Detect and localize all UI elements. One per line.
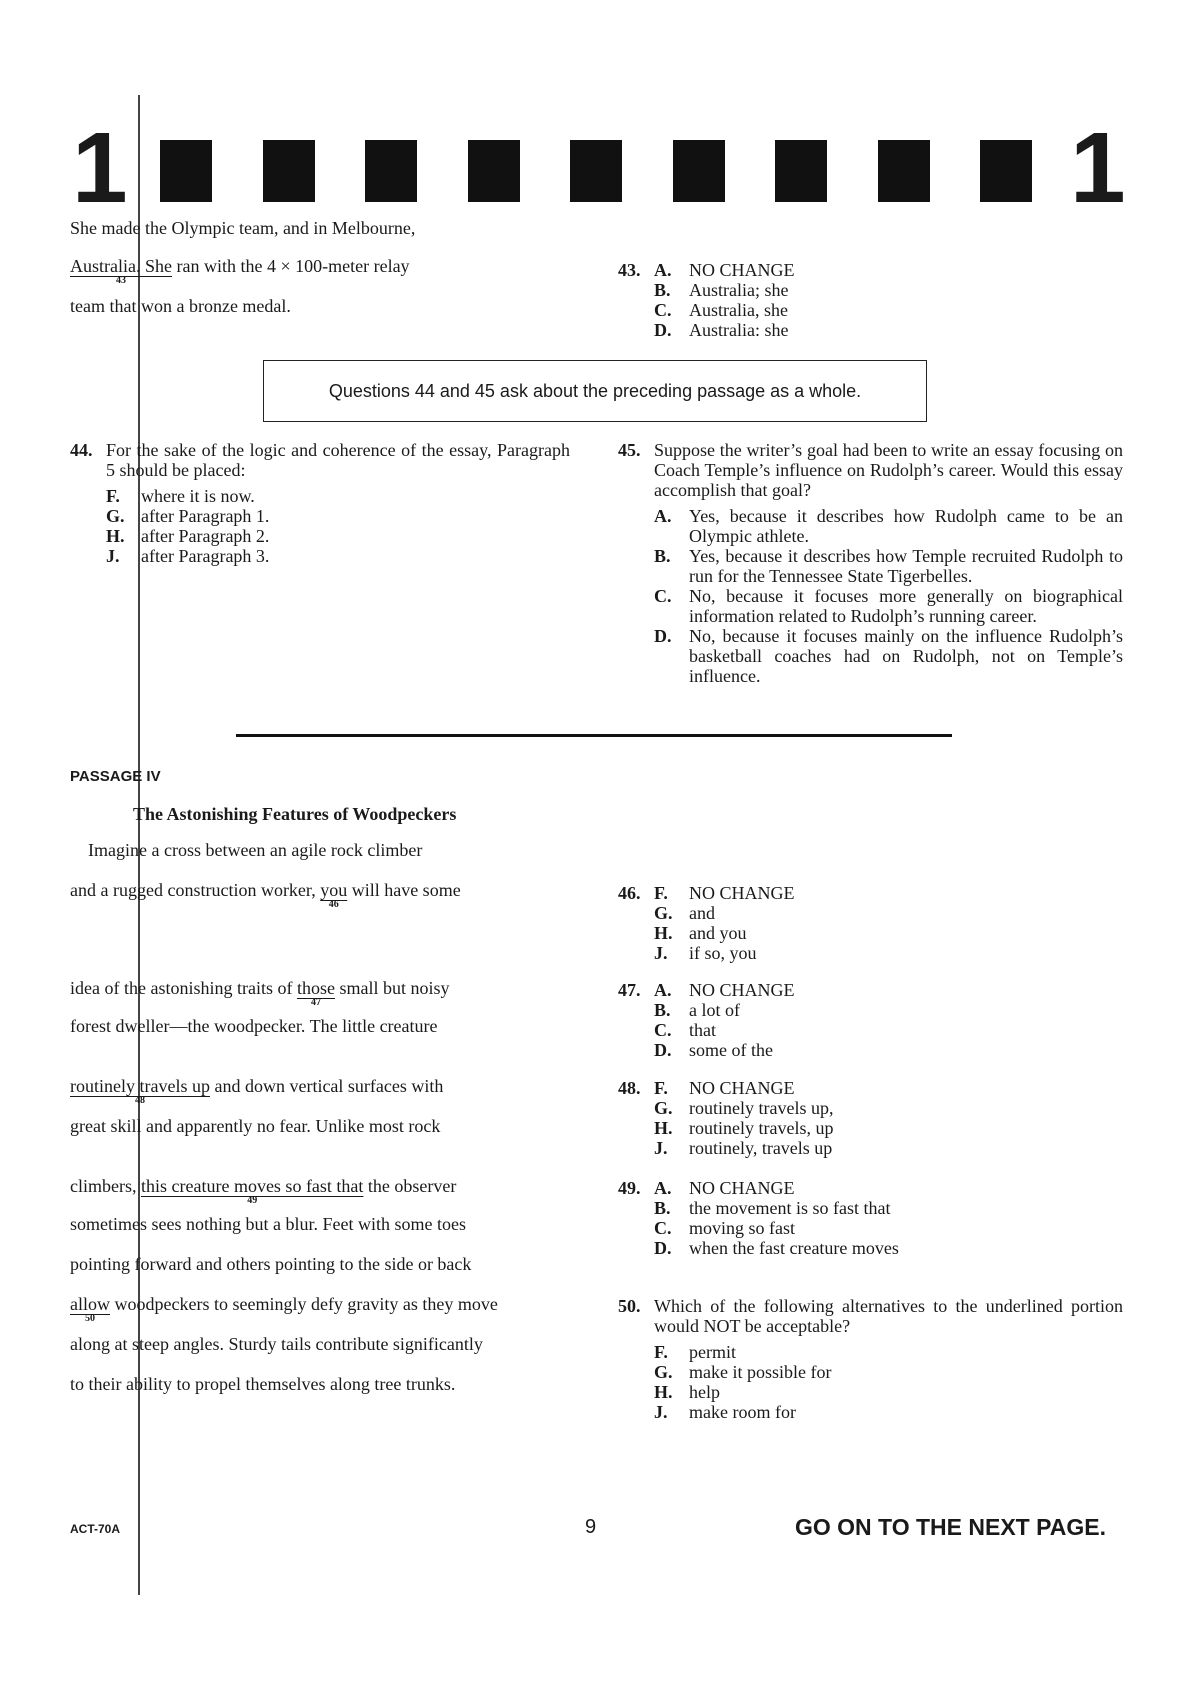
- instruction-box: [263, 360, 927, 422]
- passage-line: [70, 978, 450, 1008]
- option-text: NO CHANGE: [689, 980, 795, 1000]
- question-48: [618, 1078, 1123, 1158]
- answer-option[interactable]: [654, 586, 1123, 626]
- underlined-portion: Australia. She 43: [70, 256, 172, 286]
- option-text: make it possible for: [689, 1362, 832, 1382]
- option-letter: H.: [106, 526, 125, 546]
- passage-line: [70, 1176, 457, 1206]
- question-ref-number: 43: [115, 275, 126, 286]
- line-text: sometimes sees nothing but a blur. Feet with some toes: [70, 1214, 466, 1234]
- answer-option[interactable]: [654, 1000, 1123, 1020]
- passage-line: [70, 1334, 483, 1355]
- passage-line: [70, 218, 415, 239]
- question-number: 50.: [618, 1296, 641, 1316]
- passage-line: [70, 1116, 440, 1137]
- line-text: forest dweller—the woodpecker. The little creature: [70, 1016, 438, 1036]
- option-text: No, because it focuses mainly on the influence Rudolph’s basketball coaches had on Rudolph, not on Temple’s influence.: [689, 626, 1123, 686]
- line-text: ran with the 4 × 100-meter relay: [171, 256, 410, 276]
- answer-option[interactable]: [654, 1218, 1123, 1238]
- answer-option[interactable]: [106, 546, 570, 566]
- question-number: 43.: [618, 260, 641, 280]
- option-letter: F.: [654, 1078, 668, 1098]
- option-letter: C.: [654, 586, 672, 606]
- question-number: 45.: [618, 440, 641, 460]
- option-text: routinely travels, up: [689, 1118, 834, 1138]
- option-letter: G.: [654, 1098, 673, 1118]
- passage-label: PASSAGE IV: [70, 768, 161, 785]
- option-letter: A.: [654, 506, 672, 526]
- next-page-notice: GO ON TO THE NEXT PAGE.: [795, 1514, 1106, 1540]
- passage-line: [70, 1214, 466, 1235]
- option-text: moving so fast: [689, 1218, 795, 1238]
- question-number: 48.: [618, 1078, 641, 1098]
- answer-option[interactable]: [654, 280, 1123, 300]
- answer-option[interactable]: [654, 1138, 1123, 1158]
- passage-line: [70, 256, 410, 286]
- answer-option[interactable]: [654, 260, 1123, 280]
- answer-option[interactable]: [654, 1098, 1123, 1118]
- option-letter: D.: [654, 1040, 672, 1060]
- option-letter: F.: [106, 486, 120, 506]
- option-text: the movement is so fast that: [689, 1198, 891, 1218]
- option-text: make room for: [689, 1402, 796, 1422]
- option-text: after Paragraph 1.: [141, 506, 270, 526]
- option-text: a lot of: [689, 1000, 740, 1020]
- passage-line: [70, 840, 422, 861]
- question-number: 44.: [70, 440, 93, 460]
- option-letter: D.: [654, 320, 672, 340]
- line-text: Imagine a cross between an agile rock climber: [70, 840, 423, 860]
- option-text: and: [689, 903, 715, 923]
- option-letter: B.: [654, 546, 671, 566]
- section-number-left: 1: [72, 112, 128, 224]
- answer-option[interactable]: [654, 980, 1123, 1000]
- answer-option[interactable]: [654, 1020, 1123, 1040]
- option-text: after Paragraph 3.: [141, 546, 270, 566]
- question-stem: Suppose the writer’s goal had been to write an essay focusing on Coach Temple’s influence on Rudolph’s career. Would this essay accomplish that goal?: [654, 440, 1123, 500]
- underlined-portion: routinely travels up 48: [70, 1076, 210, 1106]
- answer-option[interactable]: [654, 1040, 1123, 1060]
- question-44: [70, 440, 570, 566]
- instruction-text: Questions 44 and 45 ask about the preceding passage as a whole.: [328, 380, 862, 401]
- option-letter: A.: [654, 1178, 672, 1198]
- passage-line: [70, 296, 291, 317]
- line-text: and down vertical surfaces with: [209, 1076, 444, 1096]
- line-text: and a rugged construction worker,: [70, 880, 321, 900]
- line-text: to their ability to propel themselves along tree trunks.: [70, 1374, 456, 1394]
- option-text: and you: [689, 923, 747, 943]
- option-text: Australia, she: [689, 300, 788, 320]
- answer-option[interactable]: [106, 506, 570, 526]
- header-square: [878, 140, 930, 202]
- question-stem: For the sake of the logic and coherence of the essay, Paragraph 5 should be placed:: [106, 440, 570, 480]
- line-text: idea of the astonishing traits of: [70, 978, 297, 998]
- answer-option[interactable]: [654, 546, 1123, 586]
- answer-option[interactable]: [654, 1078, 1123, 1098]
- question-43: [618, 260, 1123, 340]
- header-square: [468, 140, 520, 202]
- option-text: where it is now.: [141, 486, 255, 506]
- question-ref-number: 49: [247, 1195, 258, 1206]
- option-letter: D.: [654, 1238, 672, 1258]
- line-text: team that won a bronze medal.: [70, 296, 291, 316]
- option-text: Australia: she: [689, 320, 789, 340]
- underlined-portion: this creature moves so fast that 49: [140, 1176, 364, 1206]
- option-text: Yes, because it describes how Rudolph came to be an Olympic athlete.: [689, 506, 1123, 546]
- underlined-portion: allow 50: [70, 1294, 110, 1324]
- option-text: permit: [689, 1342, 736, 1362]
- option-letter: J.: [654, 1138, 668, 1158]
- option-letter: C.: [654, 1020, 672, 1040]
- answer-option[interactable]: [654, 903, 1123, 923]
- line-text: pointing forward and others pointing to the side or back: [70, 1254, 472, 1274]
- answer-option[interactable]: [654, 300, 1123, 320]
- answer-option[interactable]: [654, 1362, 1123, 1382]
- answer-option[interactable]: [654, 883, 1123, 903]
- option-text: help: [689, 1382, 720, 1402]
- answer-option[interactable]: [654, 1118, 1123, 1138]
- underlined-portion: you 46: [320, 880, 348, 910]
- header-square: [570, 140, 622, 202]
- option-text: No, because it focuses more generally on biographical information related to Rudolph’s running career.: [689, 586, 1123, 626]
- answer-option[interactable]: [654, 626, 1123, 686]
- answer-option[interactable]: [654, 923, 1123, 943]
- option-letter: J.: [654, 943, 668, 963]
- line-text: will have some: [347, 880, 461, 900]
- line-text: climbers,: [70, 1176, 141, 1196]
- passage-title: The Astonishing Features of Woodpeckers: [133, 804, 457, 824]
- question-50: [618, 1296, 1123, 1422]
- answer-option[interactable]: [106, 526, 570, 546]
- option-letter: G.: [654, 1362, 673, 1382]
- option-text: NO CHANGE: [689, 260, 795, 280]
- answer-option[interactable]: [654, 1198, 1123, 1218]
- option-letter: B.: [654, 280, 671, 300]
- option-letter: A.: [654, 260, 672, 280]
- option-letter: J.: [654, 1402, 668, 1422]
- question-ref-number: 46: [328, 899, 339, 910]
- option-letter: B.: [654, 1000, 671, 1020]
- question-45: [618, 440, 1123, 686]
- line-text: woodpeckers to seemingly defy gravity as they move: [110, 1294, 498, 1314]
- answer-option[interactable]: [654, 1342, 1123, 1362]
- answer-option[interactable]: [654, 1382, 1123, 1402]
- option-text: if so, you: [689, 943, 757, 963]
- option-letter: J.: [106, 546, 120, 566]
- answer-option[interactable]: [654, 1402, 1123, 1422]
- option-text: NO CHANGE: [689, 1078, 795, 1098]
- answer-option[interactable]: [654, 506, 1123, 546]
- passage-line: [70, 1016, 438, 1037]
- section-number-right: 1: [1070, 112, 1126, 224]
- question-49: [618, 1178, 1123, 1258]
- question-stem: Which of the following alternatives to the underlined portion would NOT be acceptable?: [654, 1296, 1123, 1336]
- option-letter: H.: [654, 1382, 673, 1402]
- option-text: NO CHANGE: [689, 1178, 795, 1198]
- option-text: Yes, because it describes how Temple recruited Rudolph to run for the Tennessee State Tigerbelles.: [689, 546, 1123, 586]
- option-letter: D.: [654, 626, 672, 646]
- option-text: NO CHANGE: [689, 883, 795, 903]
- header-square: [775, 140, 827, 202]
- line-text: great skill and apparently no fear. Unlike most rock: [70, 1116, 441, 1136]
- option-letter: A.: [654, 980, 672, 1000]
- line-text: the observer: [363, 1176, 457, 1196]
- passage-line: [70, 880, 461, 910]
- option-letter: G.: [106, 506, 125, 526]
- option-text: some of the: [689, 1040, 773, 1060]
- question-ref-number: 47: [310, 997, 321, 1008]
- option-letter: G.: [654, 903, 673, 923]
- option-text: that: [689, 1020, 716, 1040]
- answer-option[interactable]: [654, 1178, 1123, 1198]
- line-text: along at steep angles. Sturdy tails contribute significantly: [70, 1334, 483, 1354]
- passage-line: [70, 1254, 471, 1275]
- option-text: Australia; she: [689, 280, 789, 300]
- option-text: routinely travels up,: [689, 1098, 834, 1118]
- question-47: [618, 980, 1123, 1060]
- divider-rule: [236, 734, 952, 737]
- question-number: 47.: [618, 980, 641, 1000]
- option-letter: H.: [654, 923, 673, 943]
- option-letter: F.: [654, 1342, 668, 1362]
- page-number: 9: [585, 1516, 597, 1538]
- passage-line: [70, 1076, 444, 1106]
- option-letter: F.: [654, 883, 668, 903]
- option-letter: H.: [654, 1118, 673, 1138]
- answer-option[interactable]: [654, 320, 1123, 340]
- question-ref-number: 48: [134, 1095, 145, 1106]
- option-text: when the fast creature moves: [689, 1238, 899, 1258]
- question-ref-number: 50: [85, 1313, 95, 1324]
- footer-code: ACT-70A: [70, 1522, 121, 1536]
- option-text: routinely, travels up: [689, 1138, 833, 1158]
- passage-line: [70, 1374, 455, 1395]
- passage-line: [70, 1294, 498, 1324]
- answer-option[interactable]: [654, 1238, 1123, 1258]
- option-text: after Paragraph 2.: [141, 526, 270, 546]
- option-letter: B.: [654, 1198, 671, 1218]
- option-letter: C.: [654, 1218, 672, 1238]
- answer-option[interactable]: [654, 943, 1123, 963]
- header-square: [980, 140, 1032, 202]
- question-46: [618, 883, 1123, 963]
- option-letter: C.: [654, 300, 672, 320]
- header-square: [263, 140, 315, 202]
- line-text: She made the Olympic team, and in Melbourne,: [70, 218, 416, 238]
- header-square: [673, 140, 725, 202]
- answer-option[interactable]: [106, 486, 570, 506]
- question-number: 46.: [618, 883, 641, 903]
- underlined-portion: those 47: [296, 978, 335, 1008]
- header-square: [365, 140, 417, 202]
- question-number: 49.: [618, 1178, 641, 1198]
- line-text: small but noisy: [334, 978, 450, 998]
- header-square: [160, 140, 212, 202]
